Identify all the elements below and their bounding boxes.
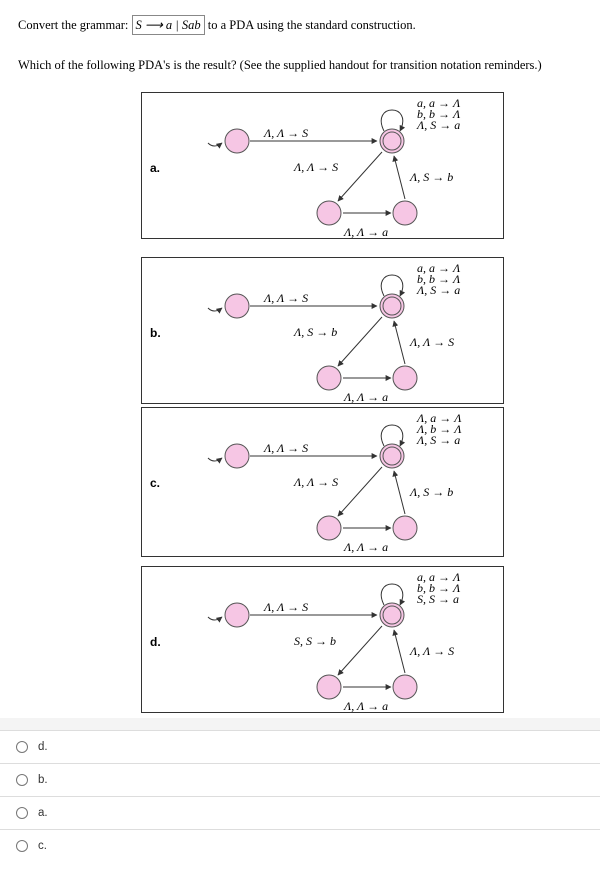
label-bottom: Λ, Λ → a (344, 225, 389, 239)
label-bottom: Λ, Λ → a (344, 390, 389, 404)
label-diagonal: Λ, Λ → S (294, 160, 339, 174)
question-suffix: to a PDA using the standard construction. (207, 18, 416, 32)
answer-options (0, 718, 600, 862)
label-loop: b, b → Λ (417, 581, 461, 595)
pda-diagram (142, 567, 503, 717)
label-right: Λ, Λ → S (410, 335, 455, 349)
state-start (225, 444, 249, 468)
start-arrow (208, 143, 222, 146)
question-line (18, 15, 416, 35)
edge-loop (381, 110, 403, 131)
grammar-box: S ⟶ a | Sab (132, 15, 205, 35)
option-row[interactable] (0, 829, 600, 862)
state-main (380, 603, 404, 627)
state-start (225, 129, 249, 153)
label-right: Λ, S → b (410, 485, 454, 499)
label-loop: b, b → Λ (417, 272, 461, 286)
edge-diagonal (338, 626, 382, 675)
label-loop: Λ, S → a (417, 118, 461, 132)
label-loop: Λ, b → Λ (417, 422, 462, 436)
label-loop: a, a → Λ (417, 261, 461, 275)
pda-panel-b (141, 257, 504, 404)
option-row[interactable] (0, 730, 600, 763)
option-row[interactable] (0, 796, 600, 829)
panel-letter: b. (150, 326, 161, 340)
start-arrow (208, 458, 222, 461)
state-start (225, 603, 249, 627)
label-loop: Λ, S → a (417, 433, 461, 447)
radio-icon[interactable] (16, 840, 28, 852)
label-loop: S, S → a (417, 592, 459, 606)
state-right (393, 516, 417, 540)
state-right (393, 201, 417, 225)
state-right (393, 675, 417, 699)
panel-letter: d. (150, 635, 161, 649)
state-main (380, 444, 404, 468)
edge-right (394, 630, 405, 673)
pda-diagram (142, 93, 503, 243)
pda-panel-d (141, 566, 504, 713)
option-label: b. (38, 774, 48, 786)
panel-letter: c. (150, 476, 161, 490)
edge-right (394, 471, 405, 514)
panel-letter: a. (150, 161, 161, 175)
edge-loop (381, 425, 403, 446)
label-right: Λ, Λ → S (410, 644, 455, 658)
question-prefix: Convert the grammar: (18, 18, 129, 32)
label-start-edge: Λ, Λ → S (264, 126, 309, 140)
option-label: a. (38, 807, 48, 819)
label-start-edge: Λ, Λ → S (264, 441, 309, 455)
question-prompt: Which of the following PDA's is the result? (See the supplied handout for transition notation reminders.) (18, 58, 542, 72)
label-diagonal: Λ, Λ → S (294, 475, 339, 489)
label-loop: a, a → Λ (417, 570, 461, 584)
option-label: d. (38, 741, 48, 753)
start-arrow (208, 617, 222, 620)
option-label: c. (38, 840, 47, 852)
radio-icon[interactable] (16, 807, 28, 819)
edge-loop (381, 275, 403, 296)
state-start (225, 294, 249, 318)
option-row[interactable] (0, 763, 600, 796)
label-bottom: Λ, Λ → a (344, 699, 389, 713)
edge-diagonal (338, 152, 382, 201)
radio-icon[interactable] (16, 774, 28, 786)
label-diagonal: S, S → b (294, 634, 336, 648)
start-arrow (208, 308, 222, 311)
edge-diagonal (338, 467, 382, 516)
state-left (317, 201, 341, 225)
label-loop: b, b → Λ (417, 107, 461, 121)
pda-diagram (142, 258, 503, 408)
label-start-edge: Λ, Λ → S (264, 600, 309, 614)
label-loop: Λ, S → a (417, 283, 461, 297)
state-left (317, 675, 341, 699)
label-bottom: Λ, Λ → a (344, 540, 389, 554)
label-start-edge: Λ, Λ → S (264, 291, 309, 305)
pda-panel-c (141, 407, 504, 557)
pda-diagram (142, 408, 503, 558)
edge-right (394, 156, 405, 199)
state-left (317, 366, 341, 390)
state-main (380, 129, 404, 153)
edge-right (394, 321, 405, 364)
edge-diagonal (338, 317, 382, 366)
edge-loop (381, 584, 403, 605)
label-diagonal: Λ, S → b (294, 325, 338, 339)
state-main (380, 294, 404, 318)
radio-icon[interactable] (16, 741, 28, 753)
pda-panel-a (141, 92, 504, 239)
label-right: Λ, S → b (410, 170, 454, 184)
label-loop: a, a → Λ (417, 96, 461, 110)
state-left (317, 516, 341, 540)
label-loop: Λ, a → Λ (417, 411, 462, 425)
state-right (393, 366, 417, 390)
